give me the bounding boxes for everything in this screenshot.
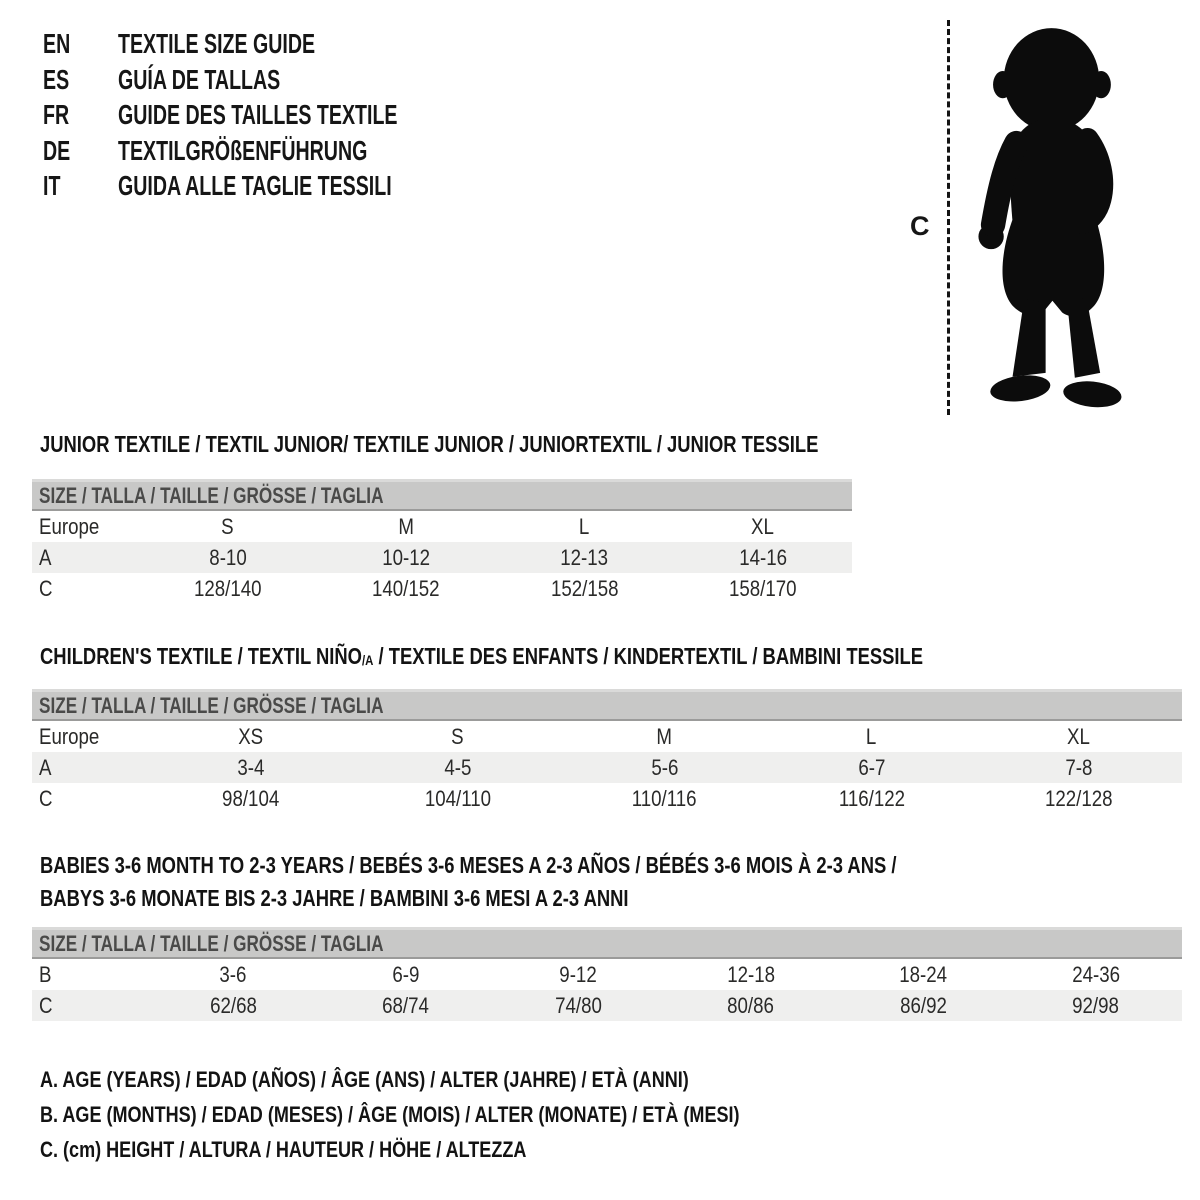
size-cell	[139, 511, 317, 542]
legend	[40, 1062, 893, 1167]
size-cell	[837, 990, 1010, 1021]
legend-line-a	[40, 1062, 893, 1097]
size-cell	[317, 542, 495, 573]
table-row	[32, 511, 852, 542]
size-value: 12-13	[560, 544, 609, 570]
size-header-bar	[32, 479, 852, 511]
size-cell	[975, 783, 1182, 814]
size-cell	[975, 752, 1182, 783]
size-header-text: SIZE / TALLA / TAILLE / GRÖSSE / TAGLIA	[39, 482, 384, 508]
size-cell	[768, 752, 975, 783]
size-cell	[147, 783, 354, 814]
babies-title-line2-text: BABYS 3-6 MONATE BIS 2-3 JAHRE / BAMBINI 3-6 MESI A 2-3 ANNI	[40, 885, 629, 911]
row-label: A	[39, 544, 52, 570]
size-cell	[561, 783, 768, 814]
section-title-junior	[40, 430, 1013, 458]
table-row	[32, 721, 1182, 752]
row-label: C	[39, 785, 53, 811]
table-row	[32, 573, 852, 604]
row-label-cell	[32, 783, 147, 814]
size-cell	[320, 990, 493, 1021]
size-value: S	[451, 723, 464, 749]
size-value: 4-5	[443, 754, 472, 780]
size-value: 116/122	[838, 785, 905, 811]
size-value: 86/92	[899, 992, 947, 1018]
size-value: 9-12	[559, 961, 597, 987]
size-value: 80/86	[727, 992, 775, 1018]
title-post: / TEXTILE DES ENFANTS / KINDERTEXTIL / BAMBINI TESSILE	[373, 643, 924, 669]
size-cell	[561, 721, 768, 752]
legend-line-b-text: B. AGE (MONTHS) / EDAD (MESES) / ÂGE (MOIS) / ALTER (MONATE) / ETÀ (MESI)	[40, 1102, 740, 1127]
size-cell	[492, 990, 665, 1021]
size-cell	[492, 959, 665, 990]
language-code: ES	[43, 63, 70, 95]
row-label: C	[39, 992, 53, 1018]
size-cell	[147, 990, 320, 1021]
size-cell	[147, 721, 354, 752]
size-value: 3-6	[219, 961, 247, 987]
section-title-junior-text: JUNIOR TEXTILE / TEXTIL JUNIOR/ TEXTILE JUNIOR / JUNIORTEXTIL / JUNIOR TESSILE	[40, 431, 819, 457]
height-dashed-line	[947, 20, 950, 415]
size-table-children	[32, 689, 1182, 814]
size-cell	[320, 959, 493, 990]
size-value: 74/80	[554, 992, 602, 1018]
row-label: B	[39, 961, 52, 987]
size-value: 110/116	[632, 785, 697, 811]
size-cell	[317, 511, 495, 542]
size-cell	[354, 752, 561, 783]
size-cell	[495, 511, 673, 542]
size-value: 68/74	[382, 992, 430, 1018]
language-code: EN	[43, 28, 71, 59]
size-value: 24-36	[1071, 961, 1120, 987]
size-value: 128/140	[193, 575, 262, 601]
size-cell	[837, 959, 1010, 990]
table-row	[32, 752, 1182, 783]
section-title-babies	[40, 849, 1111, 915]
size-value: S	[221, 513, 235, 539]
legend-line-a-text: A. AGE (YEARS) / EDAD (AÑOS) / ÂGE (ANS) / ALTER (JAHRE) / ETÀ (ANNI)	[40, 1067, 689, 1092]
size-value: L	[579, 513, 590, 539]
size-cell	[495, 542, 673, 573]
size-cell	[147, 959, 320, 990]
row-label: C	[39, 575, 53, 601]
language-label: GUÍA DE TALLAS	[118, 63, 281, 95]
legend-line-c-text: C. (cm) HEIGHT / ALTURA / HAUTEUR / HÖHE / ALTEZZA	[40, 1137, 527, 1162]
size-header-text: SIZE / TALLA / TAILLE / GRÖSSE / TAGLIA	[39, 930, 384, 956]
row-label: Europe	[39, 723, 100, 749]
size-value: XL	[751, 513, 775, 539]
size-header-bar	[32, 689, 1182, 721]
babies-table	[32, 959, 1182, 1021]
size-header-bar	[32, 927, 1182, 959]
language-code: FR	[43, 99, 70, 130]
size-value: 14-16	[738, 544, 787, 570]
size-cell	[147, 752, 354, 783]
size-value: XS	[238, 723, 263, 749]
row-label-cell	[32, 511, 139, 542]
size-cell	[139, 573, 317, 604]
size-value: 140/152	[372, 575, 440, 601]
row-label: Europe	[39, 513, 100, 539]
size-cell	[975, 721, 1182, 752]
language-label: GUIDE DES TAILLES TEXTILE	[118, 99, 398, 130]
legend-line-b	[40, 1097, 893, 1132]
row-label-cell	[32, 990, 147, 1021]
size-value: L	[866, 723, 877, 749]
size-cell	[674, 573, 852, 604]
language-label: GUIDA ALLE TAGLIE TESSILI	[118, 170, 392, 201]
table-row	[32, 542, 852, 573]
size-cell	[1010, 990, 1183, 1021]
size-cell	[354, 783, 561, 814]
size-cell	[674, 542, 852, 573]
height-measure-label: C	[910, 211, 930, 241]
size-cell	[665, 990, 838, 1021]
size-value: 8-10	[209, 544, 247, 570]
language-label: TEXTILE SIZE GUIDE	[118, 28, 316, 59]
size-value: 158/170	[729, 575, 797, 601]
size-value: 152/158	[550, 575, 619, 601]
size-value: M	[398, 513, 414, 539]
children-table	[32, 721, 1182, 814]
language-code: DE	[43, 134, 71, 166]
size-value: 7-8	[1064, 754, 1093, 780]
junior-table	[32, 511, 852, 604]
babies-title-line1-text: BABIES 3-6 MONTH TO 2-3 YEARS / BEBÉS 3-6 MESES A 2-3 AÑOS / BÉBÉS 3-6 MOIS À 2-3 ANS /	[40, 852, 897, 878]
row-label-cell	[32, 959, 147, 990]
section-title-children-text	[40, 642, 923, 675]
size-cell	[665, 959, 838, 990]
language-label: TEXTILGRÖßENFÜHRUNG	[118, 134, 368, 166]
title-subscript: /A	[361, 653, 374, 670]
row-label-cell	[32, 542, 139, 573]
size-cell	[768, 721, 975, 752]
legend-line-c	[40, 1132, 893, 1167]
title-pre: CHILDREN'S TEXTILE / TEXTIL NIÑO	[40, 643, 362, 669]
size-value: 92/98	[1072, 992, 1120, 1018]
row-label-cell	[32, 752, 147, 783]
size-cell	[561, 752, 768, 783]
size-table-babies	[32, 927, 1182, 1021]
size-value: 18-24	[899, 961, 948, 987]
size-value: 62/68	[209, 992, 257, 1018]
table-row	[32, 959, 1182, 990]
row-label: A	[39, 754, 52, 780]
size-cell	[317, 573, 495, 604]
section-title-children	[40, 642, 1144, 675]
size-cell	[354, 721, 561, 752]
size-cell	[139, 542, 317, 573]
size-cell	[768, 783, 975, 814]
size-table-junior	[32, 479, 852, 604]
size-value: M	[656, 723, 673, 749]
size-value: 12-18	[726, 961, 775, 987]
size-value: 3-4	[236, 754, 265, 780]
size-value: 104/110	[424, 785, 491, 811]
babies-title-line1	[40, 849, 1111, 882]
toddler-silhouette-icon	[958, 20, 1143, 418]
language-code: IT	[43, 170, 61, 201]
table-row	[32, 783, 1182, 814]
size-cell	[674, 511, 852, 542]
babies-title-line2	[40, 882, 1111, 915]
size-value: 122/128	[1044, 785, 1113, 811]
size-value: 6-9	[392, 961, 420, 987]
size-value: 6-7	[857, 754, 886, 780]
size-header-text: SIZE / TALLA / TAILLE / GRÖSSE / TAGLIA	[39, 692, 384, 718]
size-value: XL	[1067, 723, 1090, 749]
row-label-cell	[32, 573, 139, 604]
size-cell	[1010, 959, 1183, 990]
table-row	[32, 990, 1182, 1021]
size-cell	[495, 573, 673, 604]
size-value: 5-6	[650, 754, 679, 780]
height-figure	[900, 15, 1200, 425]
row-label-cell	[32, 721, 147, 752]
size-value: 98/104	[221, 785, 280, 811]
size-value: 10-12	[382, 544, 431, 570]
